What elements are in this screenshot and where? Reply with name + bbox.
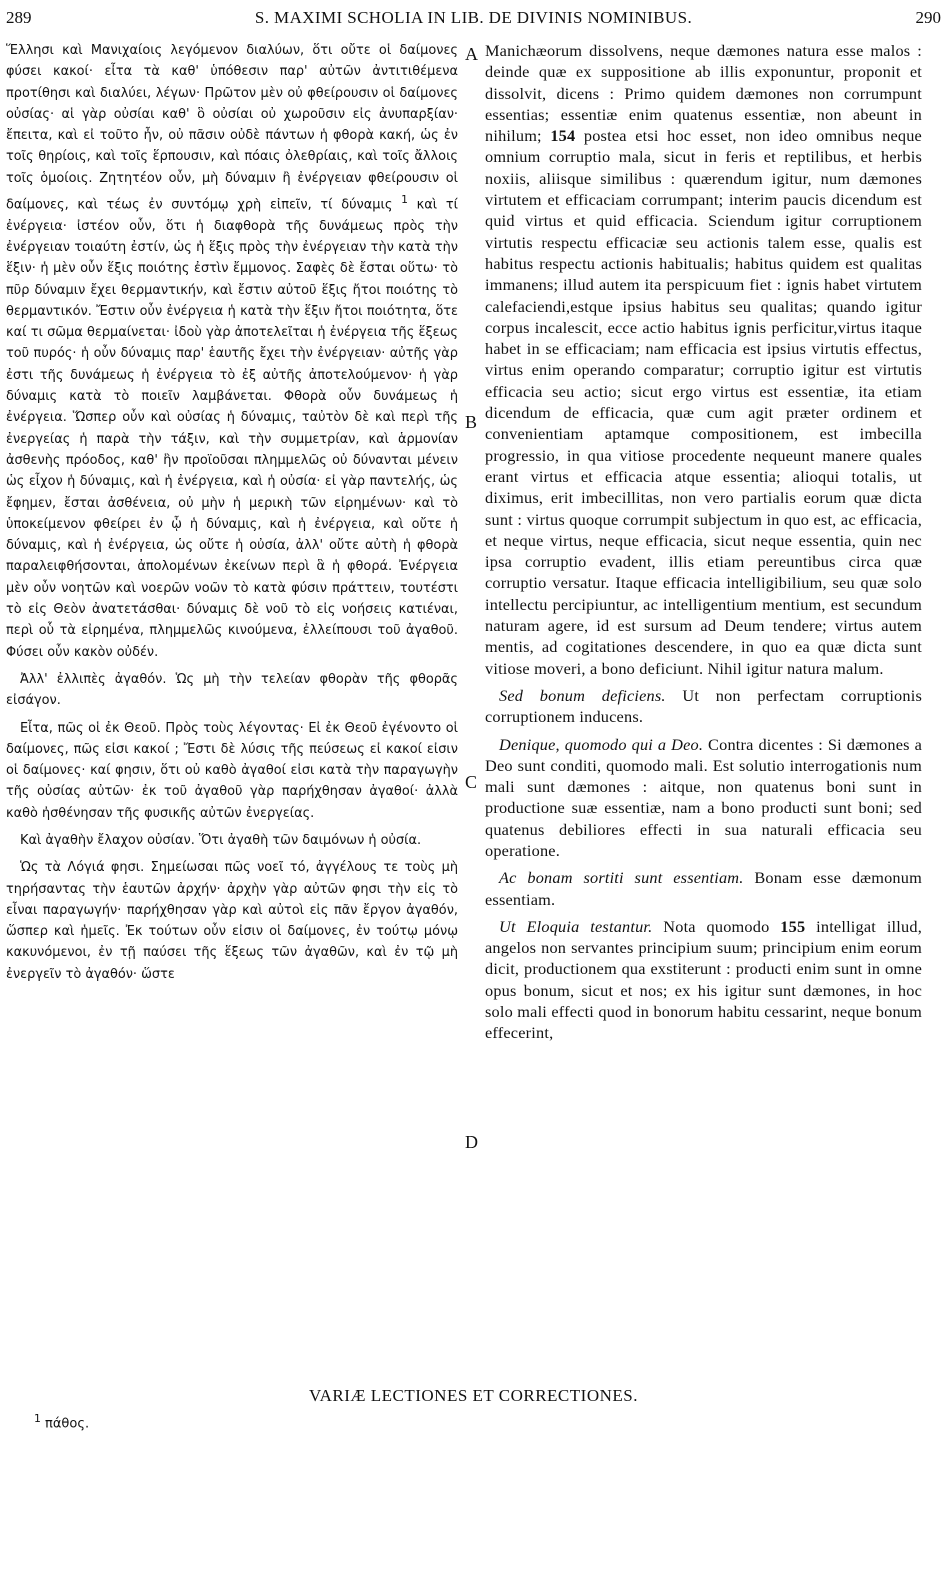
lemma: Ac bonam sortiti sunt essentiam.	[499, 868, 744, 888]
footnote-number: 1	[34, 1412, 41, 1425]
latin-paragraph: Manichæorum dissolvens, neque dæmones natura esse malos : deinde quæ ex suppositione ab illis exponuntur, proponit et dissolvit, dicens : Primo quidem dæmones non corrumpunt essentias; essentiæ enim quatenus essentiæ, non abeunt in nihilum; 154 postea etsi hoc esset, non ideo omnibus neque omnium corruptio mala, sicut in feris et reptilibus, et herbis noxiis, aliisque similibus : quærendum igitur, num dæmones virtutem et efficaciam corrumpant; interim paucis dicendum est quid virtus et quid efficacia. Sciendum igitur corruptionem virtutis respectu efficaciæ seu actionis talem esse, qualis est habitus respectu actionis habitualis; habitus quidem est qualitas immanens; illud autem ita perspicuum fiet : ignis habet virtutem calefaciendi,estque ipsius habitus seu qualitas; quando igitur corpus incalescit, ecce actio habitus ignis perficitur,virtus itaque habet in se efficaciam; nam efficacia est ipsius virtutis effectus, virtus enim operando comparatur; corruptio igitur est virtutis efficacia seu actio; sicut ergo virtus est essentiæ, ita etiam dicendum de efficacia, quæ cum agit præter ordinem et convenientiam aptamque compositionem, est imbecilla progressio, in qua vitiose procedente nequeunt manere quales erant virtus et efficacia atque essentia; alioqui totalis, ut diximus, erit imbecillitas, non vero partialis eorum quæ dicta sunt : virtus quoque corrumpit subjectum in quo est, ac efficacia, et neque virtus, neque efficacia, sicut neque essentia, quin nec ipsa corruptio evadent, illis etiam pereuntibus circa quæ corruptio versatur. Itaque efficacia intelligibilium, seu quæ solo intellectu percipiuntur, ac intelligentium mentium, est secundum naturam agere, id est sursum ad Deum tendere; virtus autem mentis, ad cogitationes descendere, in quo ea quæ dicta sunt vitiose moveri, a bono deficiunt. Nihil igitur natura malum.	[485, 41, 922, 678]
running-header	[6, 8, 941, 36]
margin-letter-d: D	[465, 1132, 478, 1152]
latin-column	[485, 40, 922, 1044]
greek-paragraph: Ἕλλησι καὶ Μανιχαίοις λεγόμενον διαλύων, ὅτι οὔτε οἱ δαίμονες φύσει κακοί· εἶτα τὰ καθ' ὑπόθεσιν παρ' αὐτῶν ἀντιτιθέμενα προτίθησι καὶ διαλύει, λέγων· Πρῶτον μὲν οὐ φθείρουσιν οἱ δαίμονες οὐσίας· αἱ γὰρ οὐσίαι καθ' ὃ οὐσίαι οὐ χωροῦσιν εἰς ἀνυπαρξίαν· ἔπειτα, καὶ εἰ τοῦτο ἦν, οὐ πᾶσιν οὐδὲ πάντων ἡ φθορὰ κακή, ὡς ἐν τοῖς θηρίοις, καὶ τοῖς ἕρπουσιν, καὶ πόαις ὀλεθρίαις, καὶ τοῖς ἄλλοις τοῖς ὁμοίοις. Ζητητέον οὖν, μὴ δύναμιν ἢ ἐνέργειαν φθείρουσιν οἱ δαίμονες, καὶ τέως ἐν συντόμῳ χρὴ εἰπεῖν, τί δύναμις $^1$ καὶ τί ἐνέργεια· ἰστέον οὖν, ὅτι ἡ διαφθορὰ τῆς δυνάμεως πρὸς τὴν ἐνέργειαν τοιαύτη ἐστίν, ὡς ἡ ἕξις πρὸς τὴν ἐνέργειαν τὴν κατὰ τὴν ἕξιν· ἡ μὲν οὖν ἕξις ποιότης ἐστὶν ἔμμονος. Σαφὲς δὲ ἔσται οὕτω· τὸ πῦρ δύναμιν ἔχει θερμαντικήν, καὶ ἔστιν αὐτοῦ ἕξις ἤτοι ποιότης τὸ θερμαντικόν. Ἔστιν οὖν ἐνέργεια ἡ κατὰ τὴν ἕξιν ἤτοι ποιότητα, ὅτε καί τι σῶμα θερμαίνεται· ἰδοὺ γὰρ ἀποτελεῖται ἡ ἐνέργεια τῆς ἕξεως τοῦ πυρός· ἡ οὖν δύναμις παρ' ἑαυτῆς ἔχει τὴν ἐνέργειαν· αὐτῆς γὰρ ἐστι τῆς δυνάμεως ἡ ἐνέργεια τὸ ἐξ αὐτῆς ἀποτελούμενον· ἡ γὰρ δύναμις κατὰ τὸ ποιεῖν λαμβάνεται. Φθορὰ οὖν δυνάμεως ἡ ἐνέργεια. Ὥσπερ οὖν καὶ οὐσίας ἡ δύναμις, ταὐτὸν δὲ καὶ περὶ τῆς ἐνεργείας ἡ παρὰ τὴν τάξιν, καὶ τὴν συμμετρίαν, καὶ ἁρμονίαν ἀσθενὴς πρόοδος, καθ' ἣν προϊοῦσαι πλημμελῶς οὐ δύνανται μένειν ὡς εἶχον ἡ δύναμις, καὶ ἡ ἐνέργεια, καὶ ἡ οὐσία· εἰ γὰρ παντελής, ὡς ἔφημεν, ἔσται ἀσθένεια, οὐ μὴν ἡ μερικὴ τῶν εἰρημένων· καὶ τὸ ὑποκείμενον φθείρει ἐν ᾧ ἡ δύναμις, καὶ ἡ ἐνέργεια, καὶ οὔτε ἡ δύναμις, καὶ ἡ ἐνέργεια, ὡς οὔτε ἡ οὐσία, ἀλλ' οὔτε αὐτὴ ἡ φθορὰ παραλειφθήσονται, ἀπολομένων ἐκείνων περὶ ἃ ἡ φθορά. Ἐνέργεια μὲν οὖν νοητῶν καὶ νοερῶν νοῶν τὸ κατὰ φύσιν πράττειν, τουτέστι τὸ εἰς Θεὸν ἀνατετάσθαι· δύναμις δὲ νοῦ τὸ εἰς νοήσεις κατιέναι, περὶ οὗ τὰ εἰρημένα, πλημμελῶς κινούμενα, ἐλλείπουσι τοῦ ἀγαθοῦ. Φύσει οὖν κακὸν οὐδέν.	[6, 43, 458, 660]
page-number-right: 290	[915, 8, 941, 27]
lemma: Sed bonum deficiens.	[499, 685, 666, 705]
margin-letter-b: B	[465, 412, 478, 432]
column-number: 155	[780, 916, 806, 936]
footnote-text: πάθος.	[45, 1416, 90, 1432]
running-title: S. MAXIMI SCHOLIA IN LIB. DE DIVINIS NOMINIBUS.	[254, 8, 693, 27]
latin-paragraph: Sed bonum deficiens. Ut non perfectam corruptionis corruptionem inducens.	[485, 685, 922, 727]
lemma: Denique, quomodo qui a Deo.	[499, 734, 704, 754]
margin-letter-a: A	[465, 44, 478, 64]
latin-paragraph: Denique, quomodo qui a Deo. Contra dicentes : Si dæmones a Deo sunt conditi, quomodo mali. Est solutio interrogationis num mali sunt dæmones : aitque, non quatenus boni sunt in productione suæ essentiæ, nam a bono producti sunt boni; sed quatenus debiliores effecti in sua naturali efficacia seu operatione.	[485, 734, 922, 860]
latin-paragraph: Ac bonam sortiti sunt essentiam. Bonam esse dæmonum essentiam.	[485, 868, 922, 909]
footnote	[34, 1412, 89, 1431]
greek-paragraph: Ὡς τὰ Λόγιά φησι. Σημείωσαι πῶς νοεῖ τό, ἀγγέλους τε τοὺς μὴ τηρήσαντας τὴν ἑαυτῶν ἀρχήν· ἀρχὴν γὰρ αὐτῶν φησι τὴν εἰς τὸ εἶναι παραγωγήν· παρήχθησαν γὰρ καὶ αὐτοὶ εἰς πᾶν ἔργον ἀγαθόν, ὥσπερ καὶ ἡμεῖς. Ἐκ τούτων οὖν εἰσιν οἱ δαίμονες, ἐν τούτῳ μόνῳ κακυνόμενοι, ἐν τῇ παύσει τῆς ἕξεως τῶν ἀγαθῶν, καὶ ἐν τῷ μὴ ἐνεργεῖν τὸ ἀγαθόν· ὥστε	[6, 860, 458, 982]
page-number-left: 289	[6, 8, 32, 27]
margin-letter-c: C	[465, 772, 478, 792]
greek-paragraph: Ἀλλ' ἐλλιπὲς ἀγαθόν. Ὡς μὴ τὴν τελείαν φθορὰν τῆς φθορᾶς εἰσάγον.	[6, 671, 458, 709]
footnote-reference: 1	[401, 193, 408, 207]
greek-column	[6, 40, 458, 985]
column-number: 154	[550, 126, 576, 146]
variant-readings-heading: VARIÆ LECTIONES ET CORRECTIONES.	[309, 1386, 638, 1405]
lemma: Ut Eloquia testantur.	[499, 916, 653, 936]
greek-paragraph: Εἶτα, πῶς οἱ ἐκ Θεοῦ. Πρὸς τοὺς λέγοντας· Εἰ ἐκ Θεοῦ ἐγένοντο οἱ δαίμονες, πῶς εἰσι κακοί ; Ἔστι δὲ λύσις τῆς πεύσεως εἰ κακοί εἰσιν οἱ δαίμονες· καί φησιν, ὅτι οὐ καθὸ ἀγαθοί εἰσι κατὰ τὴν παραγωγὴν τῆς οὐσίας αὐτῶν· ἐκ τοῦ ἀγαθοῦ γὰρ παρήχθησαν ἀγαθοί· ἀλλὰ καθὸ ἠσθένησαν τῆς φυσικῆς αὐτῶν ἐνεργείας.	[6, 720, 458, 821]
greek-paragraph: Καὶ ἀγαθὴν ἔλαχον οὐσίαν. Ὅτι ἀγαθὴ τῶν δαιμόνων ἡ οὐσία.	[20, 832, 422, 848]
latin-paragraph: Ut Eloquia testantur. Nota quomodo 155 intelligat illud, angelos non servantes principium suum; principium enim eorum dicit, productionem qua exstiterunt : producti enim sunt in omne opus bonum, sicut et nos; ex his igitur sunt dæmones, in hoc solo mali effecti quod in bonorum habitu cessarint, neque bonum effecerint,	[485, 916, 922, 1043]
